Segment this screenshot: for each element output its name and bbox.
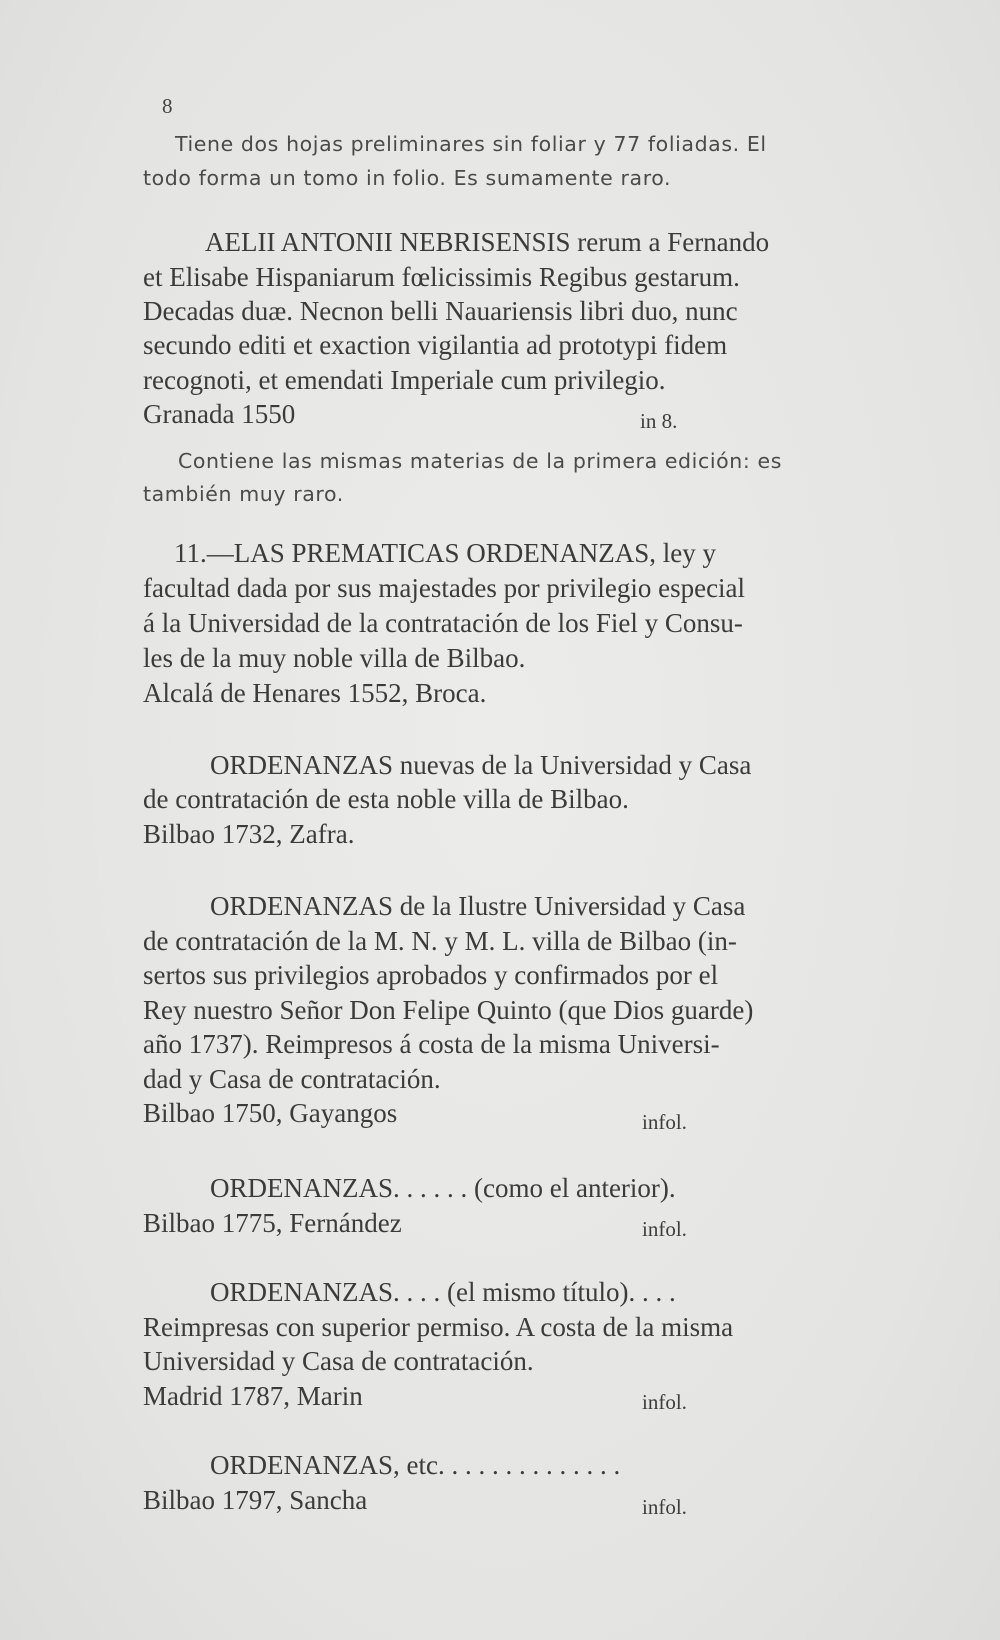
entry-title-line: ORDENANZAS. . . . (el mismo título). . . . bbox=[210, 1277, 676, 1307]
format-note: infol. bbox=[642, 1217, 687, 1241]
entry-title-line: dad y Casa de contratación. bbox=[143, 1064, 441, 1094]
note-line: todo forma un tomo in folio. Es sumamente raro. bbox=[143, 166, 672, 190]
imprint: Bilbao 1775, Fernández bbox=[143, 1208, 402, 1238]
note-line: Contiene las mismas materias de la primera edición: es bbox=[178, 449, 782, 473]
entry-title-line: Universidad y Casa de contratación. bbox=[143, 1346, 534, 1376]
format-note: infol. bbox=[642, 1110, 687, 1134]
format-note: in 8. bbox=[640, 409, 678, 433]
entry-title-line: facultad dada por sus majestades por privilegio especial bbox=[143, 573, 746, 603]
entry-title-line: et Elisabe Hispaniarum fœlicissimis Regibus gestarum. bbox=[143, 262, 740, 292]
note-text: Tiene dos hojas preliminares sin foliar y 77 foliadas. El bbox=[175, 132, 767, 156]
entry-title-line: les de la muy noble villa de Bilbao. bbox=[143, 643, 526, 673]
imprint: Granada 1550 bbox=[143, 399, 296, 429]
entry-title-line: año 1737). Reimpresos á costa de la misma Universi- bbox=[143, 1029, 720, 1059]
entry-title-line: Reimpresas con superior permiso. A costa de la misma bbox=[143, 1312, 734, 1342]
entry-title-line: á la Universidad de la contratación de los Fiel y Consu- bbox=[143, 608, 743, 638]
entry-title-line: ORDENANZAS. . . . . . (como el anterior). bbox=[210, 1173, 676, 1203]
entry-title-line: de contratación de la M. N. y M. L. villa de Bilbao (in- bbox=[143, 926, 737, 956]
imprint: Bilbao 1732, Zafra. bbox=[143, 819, 355, 849]
format-note: infol. bbox=[642, 1390, 687, 1414]
entry-title-line: Rey nuestro Señor Don Felipe Quinto (que Dios guarde) bbox=[143, 995, 754, 1025]
format-note: infol. bbox=[642, 1495, 687, 1519]
imprint: Alcalá de Henares 1552, Broca. bbox=[143, 678, 487, 708]
entry-title-line: 11.—LAS PREMATICAS ORDENANZAS, ley y bbox=[174, 538, 717, 568]
note-line: también muy raro. bbox=[143, 482, 344, 506]
imprint: Bilbao 1797, Sancha bbox=[143, 1485, 368, 1515]
entry-title-line: recognoti, et emendati Imperiale cum privilegio. bbox=[143, 365, 666, 395]
imprint: Madrid 1787, Marin bbox=[143, 1381, 363, 1411]
entry-title-line: de contratación de esta noble villa de Bilbao. bbox=[143, 784, 629, 814]
entry-title-line: sertos sus privilegios aprobados y confirmados por el bbox=[143, 960, 719, 990]
imprint: Bilbao 1750, Gayangos bbox=[143, 1098, 398, 1128]
entry-title-line: ORDENANZAS, etc. . . . . . . . . . . . . . bbox=[210, 1450, 621, 1480]
entry-title-line: ORDENANZAS de la Ilustre Universidad y Casa bbox=[210, 891, 746, 921]
entry-title-line: ORDENANZAS nuevas de la Universidad y Casa bbox=[210, 750, 752, 780]
note-line bbox=[175, 134, 827, 155]
page-number: 8 bbox=[162, 94, 173, 118]
entry-title-line: Decadas duæ. Necnon belli Nauariensis libri duo, nunc bbox=[143, 296, 738, 326]
entry-title-line: secundo editi et exaction vigilantia ad prototypi fidem bbox=[143, 330, 728, 360]
entry-title-line: AELII ANTONII NEBRISENSIS rerum a Fernando bbox=[205, 227, 770, 257]
